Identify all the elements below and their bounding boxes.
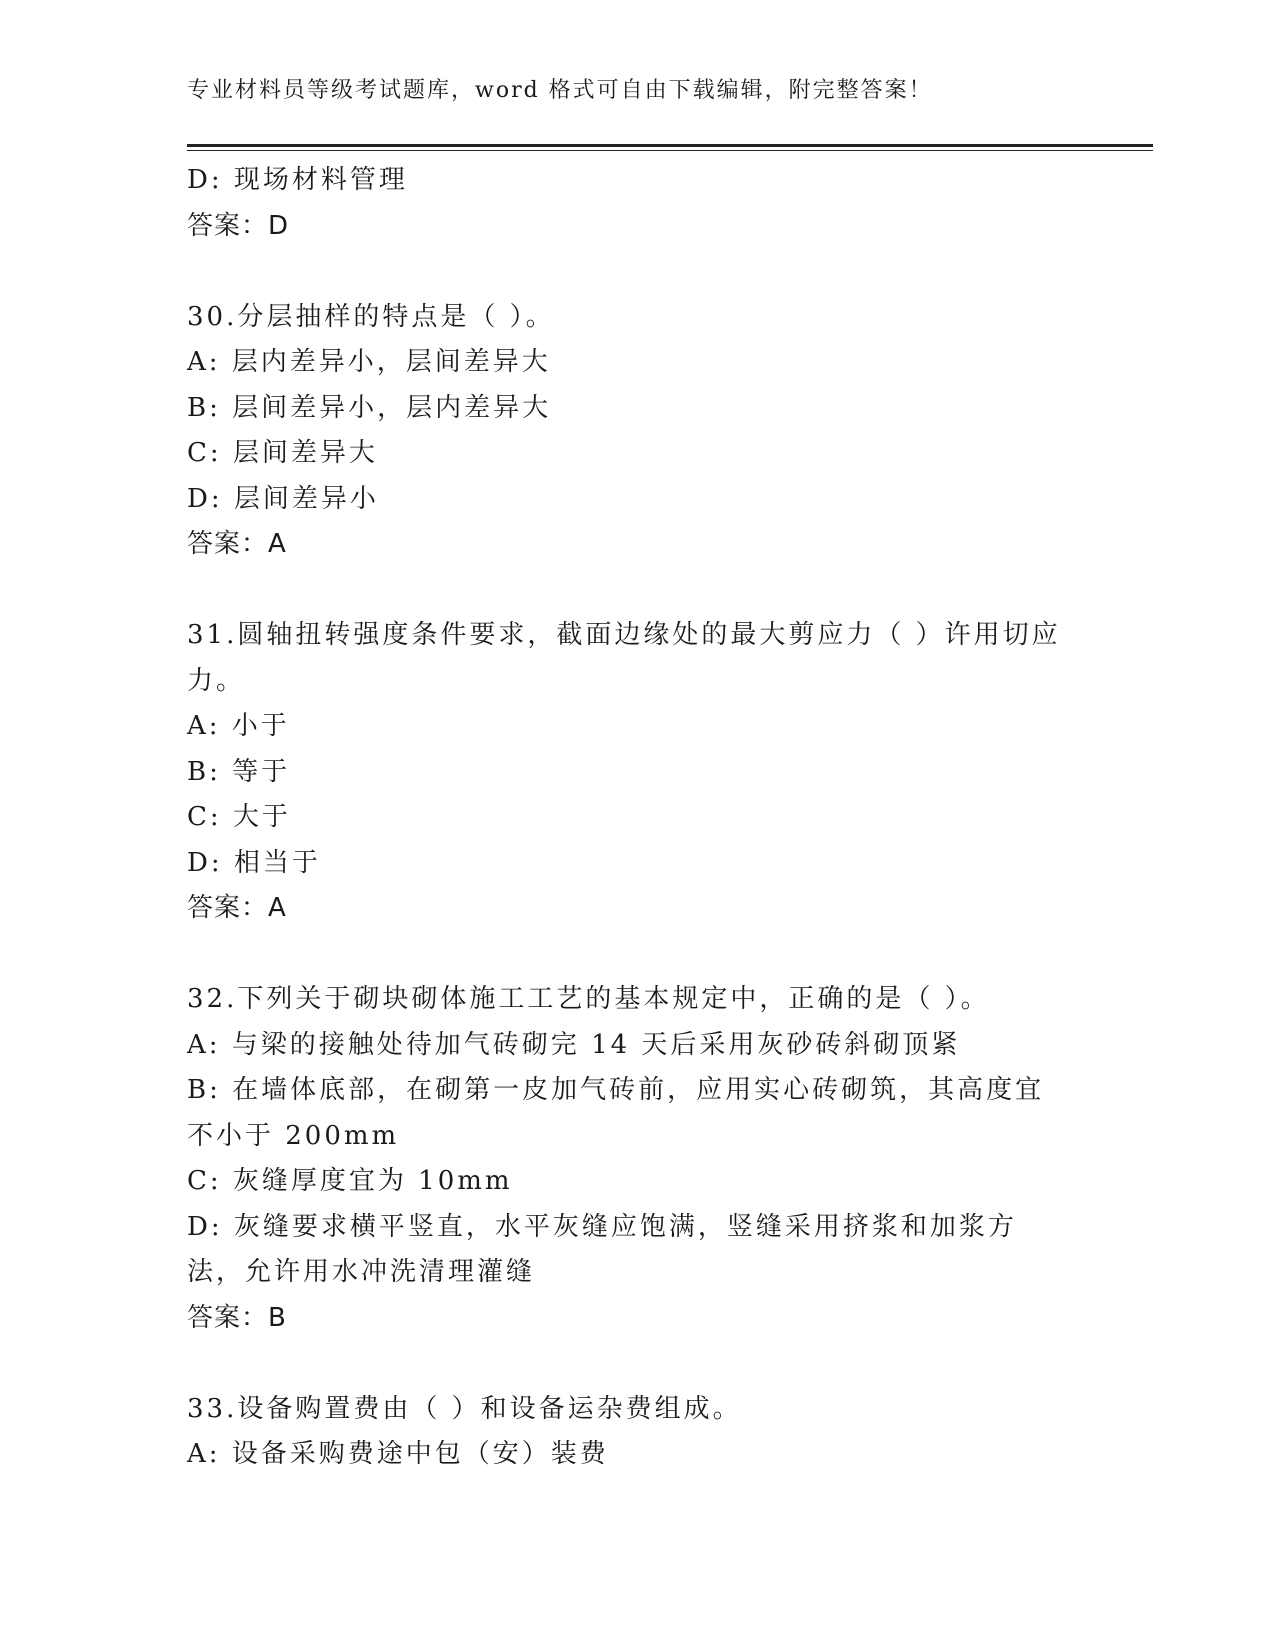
q30-option-c: C: 层间差异大 [187,438,378,468]
q33-option-a: A: 设备采购费途中包（安）装费 [187,1439,609,1469]
q31-option-c: C: 大于 [187,802,291,832]
q32-option-c: C: 灰缝厚度宜为 10mm [187,1166,513,1196]
spacer [187,568,1087,614]
q32-option-a: A: 与梁的接触处待加气砖砌完 14 天后采用灰砂砖斜砌顶紧 [187,1029,961,1060]
q31-option-b: B: 等于 [187,756,291,787]
q31-option-d: D: 相当于 [187,847,321,878]
spacer [187,932,1087,978]
header-rule-thin [187,150,1153,151]
q32-option-b: B: 在墙体底部，在砌第一皮加气砖前，应用实心砖砌筑，其高度宜不小于 200mm [187,1075,1045,1151]
q32-answer: 答案：B [187,1302,287,1333]
spacer [187,249,1087,295]
q31-option-a: A: 小于 [187,711,290,741]
header-rule-thick [187,144,1153,147]
q30-answer: 答案：A [187,529,287,559]
question-list [187,158,1087,1478]
q30-option-a: A: 层内差异小，层间差异大 [187,347,551,377]
q30-option-b: B: 层间差异小，层内差异大 [187,392,552,423]
q32-option-d: D: 灰缝要求横平竖直，水平灰缝应饱满，竖缝采用挤浆和加浆方法，允许用水冲洗清理灌缝 [187,1211,1017,1287]
spacer [187,1341,1087,1387]
q31-question: 31.圆轴扭转强度条件要求，截面边缘处的最大剪应力（ ）许用切应力。 [187,620,1061,696]
q33-question: 33.设备购置费由（ ）和设备运杂费组成。 [187,1393,742,1424]
q30-question: 30.分层抽样的特点是（ ）。 [187,301,555,332]
q29-option-d: D: 现场材料管理 [187,165,408,195]
q30-option-d: D: 层间差异小 [187,483,379,514]
q32-question: 32.下列关于砌块砌体施工工艺的基本规定中，正确的是（ ）。 [187,984,990,1014]
q31-answer: 答案：A [187,893,287,923]
q29-answer: 答案：D [187,210,290,241]
page-header: 专业材料员等级考试题库，word 格式可自由下载编辑，附完整答案！ [187,78,933,103]
